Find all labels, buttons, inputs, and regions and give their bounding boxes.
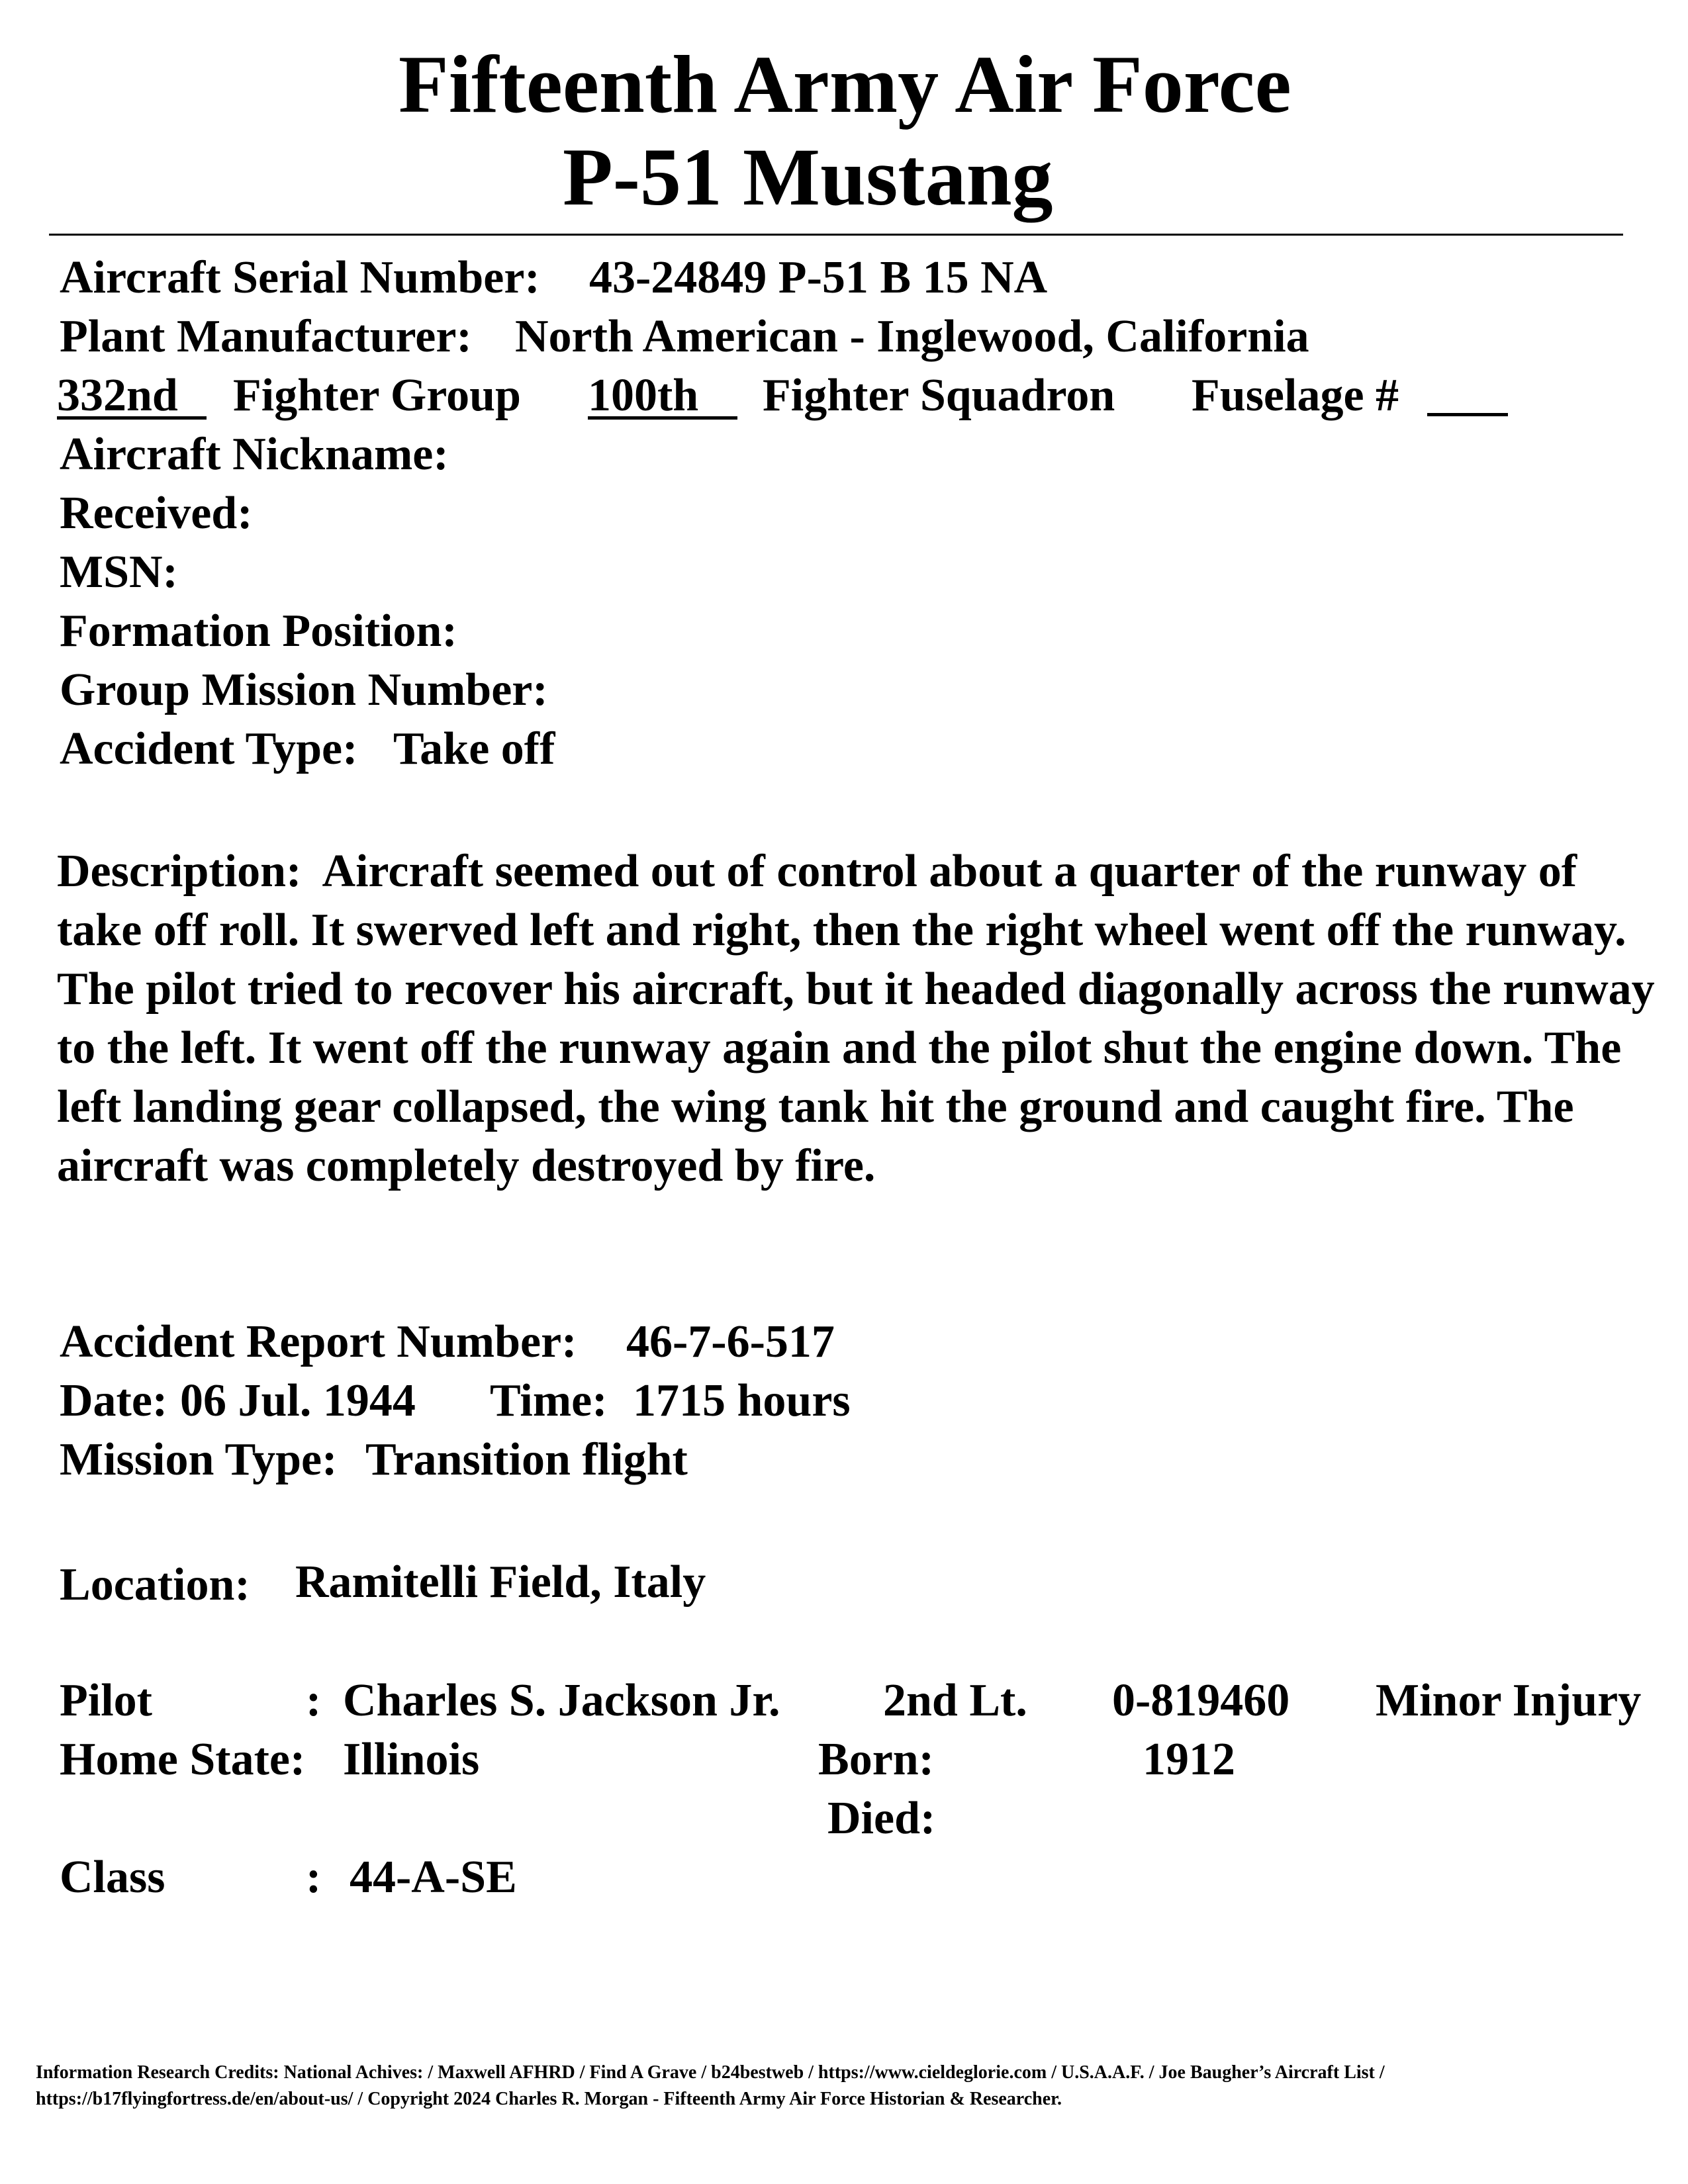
pilot-serial: 0-819460 [1112, 1675, 1290, 1726]
group-label: Fighter Group [233, 370, 521, 421]
description-text: Aircraft seemed out of control about a quarter of the runway of take off roll. It swerved left and right, then the right wheel went off the runway. The pilot tried to recover his aircraft, but it headed diagonally across the runway to the left. It went off the runway again and the pilot shut the engine down. The left landing gear collapsed, the wing tank hit the ground and caught fire. The aircraft was completely destroyed by fire. [57, 846, 1655, 1191]
pilot-status: Minor Injury [1376, 1675, 1642, 1726]
serial-number-label: Aircraft Serial Number: [60, 252, 540, 303]
manufacturer-label: Plant Manufacturer: [60, 311, 472, 362]
date-label: Date: [60, 1375, 168, 1426]
formation-position-label: Formation Position: [60, 606, 457, 657]
location-label: Location: [60, 1559, 250, 1610]
squadron-label: Fighter Squadron [763, 370, 1115, 421]
received-label: Received: [60, 488, 253, 539]
group-number: 332nd [57, 375, 207, 420]
pilot-colon: : [306, 1675, 322, 1726]
mission-type-value: Transition flight [365, 1434, 688, 1485]
pilot-name: Charles S. Jackson Jr. [343, 1675, 780, 1726]
class-value: 44-A-SE [350, 1852, 517, 1903]
born-label: Born: [818, 1734, 934, 1785]
pilot-label: Pilot [60, 1675, 152, 1726]
serial-number-value: 43-24849 P-51 B 15 NA [589, 252, 1048, 303]
home-state-value: Illinois [343, 1734, 480, 1785]
time-value: 1715 hours [633, 1375, 851, 1426]
fuselage-blank-line [1427, 413, 1508, 416]
mission-type-label: Mission Type: [60, 1434, 338, 1485]
report-number-value: 46-7-6-517 [626, 1316, 835, 1367]
location-value: Ramitelli Field, Italy [295, 1557, 706, 1608]
class-colon: : [306, 1852, 322, 1903]
accident-type-label: Accident Type: [60, 723, 358, 774]
class-label: Class [60, 1852, 165, 1903]
home-state-label: Home State: [60, 1734, 306, 1785]
header-divider [49, 234, 1623, 236]
squadron-value [588, 370, 737, 421]
group-mission-number-label: Group Mission Number: [60, 664, 548, 715]
description-label: Description: [57, 846, 302, 897]
page-title: Fifteenth Army Air Force [399, 39, 1291, 130]
fuselage-label: Fuselage # [1192, 370, 1399, 421]
credits-line-2: https://b17flyingfortress.de/en/about-us/ / Copyright 2024 Charles R. Morgan - Fifteenth Army Air Force Historian & Researcher. [36, 2089, 1062, 2109]
credits-line-1: Information Research Credits: National Achives: / Maxwell AFHRD / Find A Grave / b24bestweb / https://www.cieldeglorie.com / U.S.A.A.F. / Joe Baugher’s Aircraft List / [36, 2062, 1385, 2083]
nickname-label: Aircraft Nickname: [60, 429, 449, 480]
accident-type-value: Take off [393, 723, 555, 774]
manufacturer-value: North American - Inglewood, California [515, 311, 1309, 362]
time-label: Time: [490, 1375, 608, 1426]
group-value [57, 370, 207, 421]
description-block [57, 842, 1659, 1195]
msn-label: MSN: [60, 547, 178, 598]
pilot-rank: 2nd Lt. [883, 1675, 1027, 1726]
page-subtitle: P-51 Mustang [563, 132, 1053, 222]
date-value: 06 Jul. 1944 [180, 1375, 416, 1426]
died-label: Died: [827, 1793, 936, 1844]
squadron-number: 100th [588, 375, 737, 420]
born-value: 1912 [1143, 1734, 1235, 1785]
report-number-label: Accident Report Number: [60, 1316, 577, 1367]
